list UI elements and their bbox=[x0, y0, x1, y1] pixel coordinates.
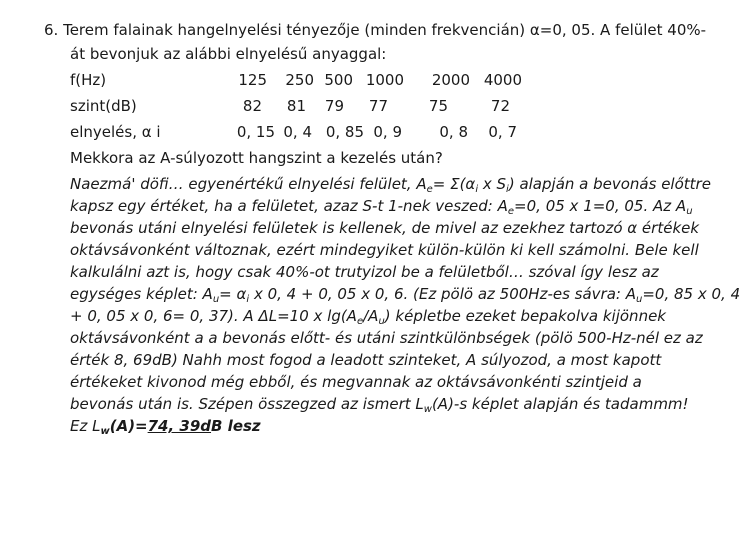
table-cell: 81 bbox=[286, 97, 306, 115]
answer-line-8: oktávsávonként a a bevonás előtt- és utáni szintkülönbségek (pölö 500-Hz-nél ez az bbox=[70, 329, 703, 347]
answer-line-3: bevonás utáni elnyelési felületek is kellenek, de mivel az ezekhez tartozó α értékek bbox=[70, 219, 700, 237]
final-result: 74, 39d bbox=[147, 417, 212, 435]
table-cell: 250 bbox=[285, 71, 314, 89]
table-cell: 125 bbox=[238, 71, 267, 89]
table-cell: 0, 7 bbox=[488, 123, 517, 141]
table-cell: 0, 9 bbox=[373, 123, 402, 141]
table-cell: 500 bbox=[324, 71, 353, 89]
table-cell: 0, 4 bbox=[283, 123, 312, 141]
answer-line-4: oktávsávonként változnak, ezért mindegyiket külön-külön ki kell számolni. Bele kell bbox=[70, 241, 699, 259]
answer-line-11: bevonás után is. Szépen összegzed az ismert $L_w(A)-s$ képlet alapján és tadammm! bbox=[70, 395, 689, 415]
answer-line-6: egységes képlet: $A_u= \alpha_i$ x 0, 4 + 0, 05 x 0, 6. (Ez pölö az 500Hz-es sávra: $A_u=0$, 85 x 0, 4 bbox=[70, 285, 740, 305]
table-cell: 0, 8 bbox=[439, 123, 468, 141]
table-cell: 0, 15 bbox=[236, 123, 275, 141]
table-cell: 77 bbox=[368, 97, 388, 115]
answer-line-9: érték 8, 69dB) Nahh most fogod a leadott szinteket, A súlyozod, a most kapott bbox=[70, 351, 662, 369]
row-label: f(Hz) bbox=[70, 71, 107, 89]
answer-line-10: értékeket kivonod még ebből, és megvannak az oktávsávonkénti szintjeid a bbox=[70, 373, 642, 391]
answer-line-7: + 0, 05 x 0, 6= 0, 37). A ΔL=10 x $\lg(A_e/A_u)$ képletbe ezeket bepakolva kijönnek bbox=[70, 307, 666, 327]
table-cell: 1000 bbox=[365, 71, 404, 89]
row-label: elnyelés, α i bbox=[70, 123, 161, 141]
row-label: szint(dB) bbox=[70, 97, 137, 115]
answer-line-5: kalkulálni azt is, hogy csak 40%-ot trutyizol be a felületből… szóval így lesz az bbox=[70, 263, 659, 281]
table-cell: 75 bbox=[428, 97, 448, 115]
problem-line-1: 6. Terem falainak hangelnyelési tényezője (minden frekvencián) α=0, 05. A felület 40%- bbox=[44, 21, 707, 39]
question-text: Mekkora az A-súlyozott hangszint a kezelés után? bbox=[70, 149, 443, 167]
problem-line-2: át bevonjuk az alábbi elnyelésű anyaggal: bbox=[70, 45, 387, 63]
table-cell: 2000 bbox=[431, 71, 470, 89]
table-row-level bbox=[70, 96, 670, 116]
table-cell: 72 bbox=[490, 97, 510, 115]
table-row-absorption bbox=[70, 122, 670, 142]
table-cell: 0, 85 bbox=[325, 123, 364, 141]
answer-line-2: kapsz egy értéket, ha a felületet, azaz S-t 1-nek veszed: $A_e=0$, 05 x 1=0, 05. Az $A_u$ bbox=[70, 197, 693, 217]
table-cell: 82 bbox=[242, 97, 262, 115]
answer-line-12: Ez $L_w(A)=74$, 39dB lesz bbox=[70, 417, 261, 437]
table-cell: 4000 bbox=[483, 71, 522, 89]
table-cell: 79 bbox=[324, 97, 344, 115]
table-row-frequency bbox=[70, 70, 670, 90]
answer-line-1: Naezmá' döfi… egyenértékű elnyelési felület, $A_e= \Sigma(\alpha_i$ x $S_i$) alapján a bevonás előttre bbox=[70, 175, 711, 195]
